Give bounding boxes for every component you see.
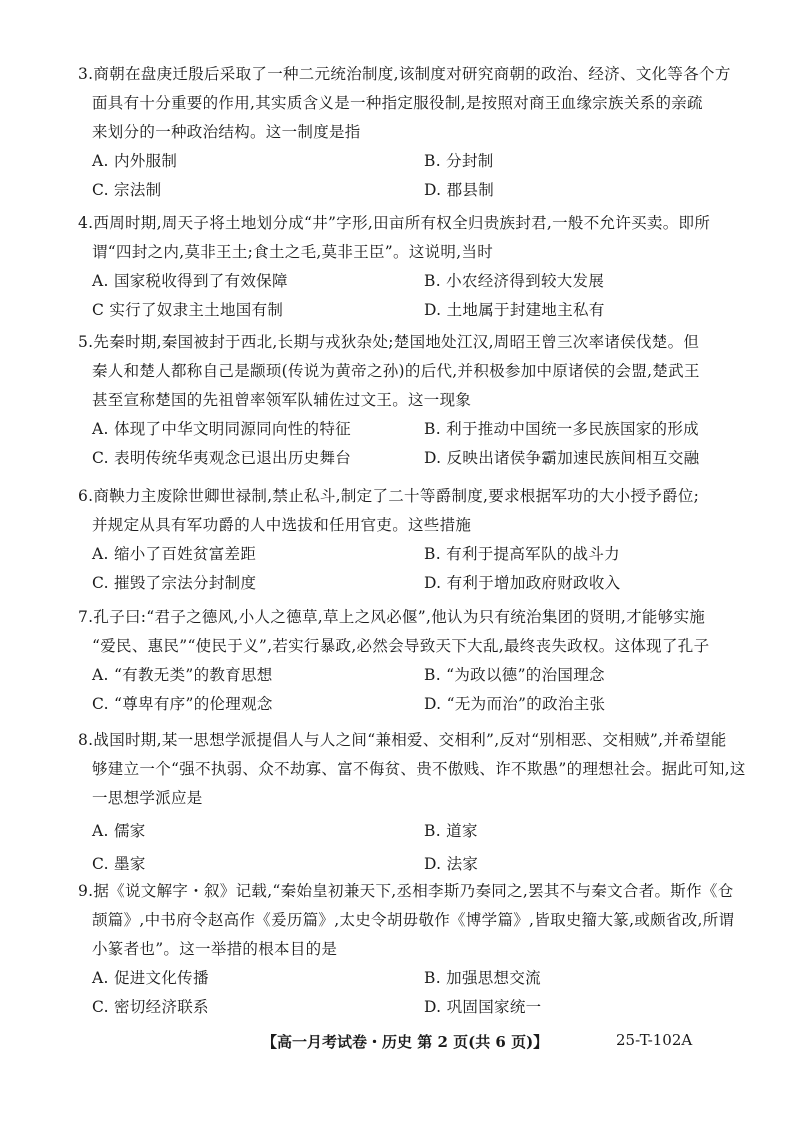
option-row: [92, 296, 732, 325]
option-d: D. 巩固国家统一: [424, 998, 542, 1016]
option-c: C. 表明传统华夷观念已退出历史舞台: [92, 449, 352, 467]
question-stem: 5.先秦时期,秦国被封于西北,长期与戎狄杂处;楚国地处江汉,周昭王曾三次率诸侯伐楚。但: [78, 333, 700, 351]
option-row: [92, 817, 732, 846]
option-row: [92, 415, 732, 444]
question-stem: 6.商鞅力主废除世卿世禄制,禁止私斗,制定了二十等爵制度,要求根据军功的大小授予爵位;: [78, 487, 700, 505]
option-d: D. 郡县制: [424, 181, 495, 199]
option-c: C. “尊卑有序”的伦理观念: [92, 695, 273, 713]
question-4: [78, 209, 732, 325]
question-stem: 3.商朝在盘庚迁殷后采取了一种二元统治制度,该制度对研究商朝的政治、经济、文化等各个方: [78, 65, 731, 83]
question-8: [78, 726, 746, 879]
option-b: B. 分封制: [424, 152, 494, 170]
option-b: B. 小农经济得到较大发展: [424, 272, 605, 290]
option-a: A. 促进文化传播: [92, 969, 209, 987]
option-row: [92, 993, 732, 1022]
option-b: B. 有利于提高军队的战斗力: [424, 545, 620, 563]
question-stem: 8.战国时期,某一思想学派提倡人与人之间“兼相爱、交相利”,反对“别相恶、交相贼”,并希望能: [78, 731, 727, 749]
option-d: D. 土地属于封建地主私有: [424, 301, 605, 319]
question-9: [78, 877, 735, 1022]
option-row: [92, 661, 732, 690]
option-a: A. 内外服制: [92, 152, 178, 170]
question-stem: 4.西周时期,周天子将土地划分成“井”字形,田亩所有权全归贵族封君,一般不允许买卖。即所: [78, 214, 711, 232]
option-a: A. 国家税收得到了有效保障: [92, 272, 288, 290]
footer-title: 【高一月考试卷・历史 第 2 页(共 6 页)】: [262, 1033, 549, 1051]
option-a: A. 缩小了百姓贫富差距: [92, 545, 257, 563]
option-row: [92, 569, 732, 598]
question-3: [78, 60, 732, 205]
paper-code: 25-T-102A: [616, 1031, 693, 1049]
option-row: [92, 267, 732, 296]
question-stem: 面具有十分重要的作用,其实质含义是一种指定服役制,是按照对商王血缘宗族关系的亲疏: [92, 94, 703, 112]
option-c: C. 墨家: [92, 855, 146, 873]
option-d: D. “无为而治”的政治主张: [424, 695, 606, 713]
option-a: A. 儒家: [92, 822, 146, 840]
option-d: D. 反映出诸侯争霸加速民族间相互交融: [424, 449, 700, 467]
option-d: D. 有利于增加政府财政收入: [424, 574, 621, 592]
option-b: B. 利于推动中国统一多民族国家的形成: [424, 420, 699, 438]
option-row: [92, 690, 732, 719]
question-stem: 够建立一个“强不执弱、众不劫寡、富不侮贫、贵不傲贱、诈不欺愚”的理想社会。据此可知,这: [92, 760, 746, 778]
option-row: [92, 147, 732, 176]
question-stem: 并规定从具有军功爵的人中选拔和任用官吏。这些措施: [92, 516, 472, 534]
option-b: B. 加强思想交流: [424, 969, 541, 987]
question-stem: “爱民、惠民”“使民于义”,若实行暴政,必然会导致天下大乱,最终丧失政权。这体现了孔子: [92, 637, 710, 655]
option-row: [92, 850, 732, 879]
option-a: A. “有教无类”的教育思想: [92, 666, 273, 684]
question-stem: 甚至宣称楚国的先祖曾率领军队辅佐过文王。这一现象: [92, 391, 472, 409]
question-7: [78, 603, 732, 719]
option-row: [92, 176, 732, 205]
question-stem: 颉篇》,中书府令赵高作《爰历篇》,太史令胡毋敬作《博学篇》,皆取史籀大篆,或颇省改,所谓: [92, 911, 735, 929]
option-row: [92, 540, 732, 569]
option-d: D. 法家: [424, 855, 479, 873]
option-c: C. 宗法制: [92, 181, 162, 199]
option-a: A. 体现了中华文明同源同向性的特征: [92, 420, 351, 438]
option-row: [92, 964, 732, 993]
option-c: C 实行了奴隶主土地国有制: [92, 301, 284, 319]
option-c: C. 密切经济联系: [92, 998, 209, 1016]
question-stem: 小篆者也”。这一举措的根本目的是: [92, 940, 338, 958]
option-c: C. 摧毁了宗法分封制度: [92, 574, 257, 592]
question-6: [78, 482, 732, 598]
question-5: [78, 328, 732, 473]
question-stem: 一思想学派应是: [92, 789, 203, 807]
option-b: B. 道家: [424, 822, 478, 840]
question-stem: 7.孔子曰:“君子之德风,小人之德草,草上之风必偃”,他认为只有统治集团的贤明,才能够实施: [78, 608, 706, 626]
question-stem: 来划分的一种政治结构。这一制度是指: [92, 123, 361, 141]
question-stem: 9.据《说文解字・叙》记载,“秦始皇初兼天下,丞相李斯乃奏同之,罢其不与秦文合者。斯作《仓: [78, 882, 734, 900]
question-stem: 秦人和楚人都称自己是颛顼(传说为黄帝之孙)的后代,并积极参加中原诸侯的会盟,楚武王: [92, 362, 700, 380]
option-b: B. “为政以德”的治国理念: [424, 666, 605, 684]
question-stem: 谓“四封之内,莫非王土;食土之毛,莫非王臣”。这说明,当时: [92, 243, 494, 261]
option-row: [92, 444, 732, 473]
